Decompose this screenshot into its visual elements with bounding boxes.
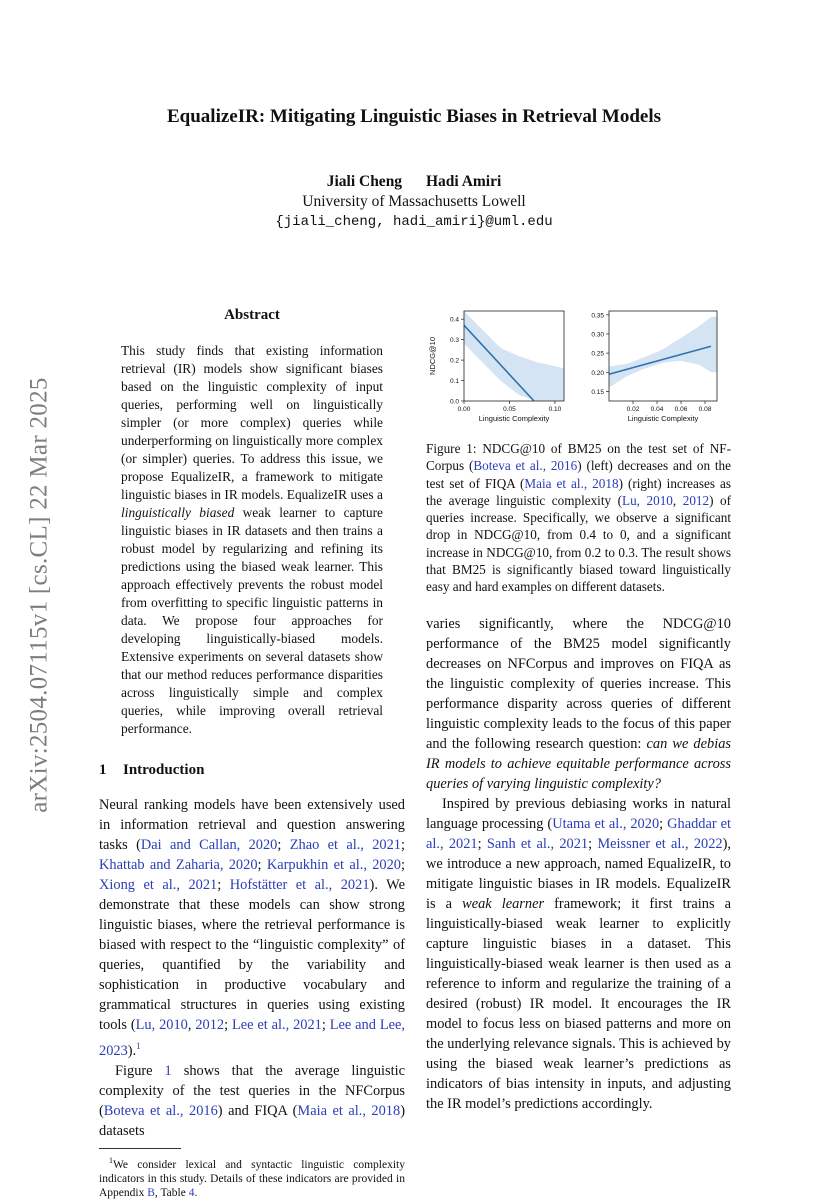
abstract-heading: Abstract xyxy=(224,307,280,323)
section-heading-introduction xyxy=(99,762,405,779)
citation-link[interactable]: Maia et al., 2018 xyxy=(524,475,619,491)
citation-link[interactable]: Xiong et al., 2021 xyxy=(99,877,218,893)
author-name: Jiali Cheng xyxy=(326,173,403,190)
author-affiliation: University of Massachusetts Lowell xyxy=(302,193,526,210)
citation-link[interactable]: Hofstätter et al., 2021 xyxy=(229,877,370,893)
intro-paragraph-1: Neural ranking models have been extensively used in information retrieval and question answering tasks (Dai and Callan, 2020; Zhao et al., 2021; Khattab and Zaharia, 2020; Karpukhin et al., 2020; Xiong et al., 2021; Hofstätter et al., 2021). We demonstrate that these models can show strong linguistic biases, where the retrieval performance is biased with respect to the “linguistic complexity” of queries, quantified by the variability and sophistication in productive vocabulary and grammatical structures in queries using existing tools (Lu, 2010, 2012; Lee et al., 2021; Lee and Lee, 2023).$^1$ xyxy=(99,797,406,1059)
section-title: Introduction xyxy=(123,762,205,778)
author-emails[interactable]: {jiali_cheng, hadi_amiri}@uml.edu xyxy=(275,214,553,230)
y-tick-label: 0.20 xyxy=(591,369,604,377)
confidence-band xyxy=(464,311,564,401)
figure-1-charts xyxy=(426,305,731,430)
y-tick-label: 0.4 xyxy=(449,316,459,324)
citation-link[interactable]: Khattab and Zaharia, 2020 xyxy=(99,857,258,873)
citation-link[interactable]: 2012 xyxy=(682,492,710,508)
x-tick-label: 0.10 xyxy=(548,406,562,413)
section-number: 1 xyxy=(99,762,107,778)
intro-paragraph-2: Figure 1 shows that the average linguistic complexity of the test queries in the NFCorpus (Boteva et al., 2016) and FIQA (Maia et al., 2018) datasets xyxy=(99,1062,406,1139)
footnote-1: $^1$We consider lexical and syntactic linguistic complexity indicators in this study. Details of these indicators are provided in Appendix B, Table 4. xyxy=(99,1155,405,1199)
confidence-band xyxy=(609,317,717,388)
author-block xyxy=(0,172,828,232)
footnote-marker-link[interactable]: 1 xyxy=(136,1041,141,1051)
y-tick-label: 0.1 xyxy=(449,378,459,386)
footnote-mark: 1 xyxy=(109,1155,113,1165)
citation-link[interactable]: Sanh et al., 2021 xyxy=(486,835,589,852)
y-tick-label: 0.25 xyxy=(591,350,604,358)
footnote-divider xyxy=(99,1148,181,1149)
x-tick-label: 0.02 xyxy=(626,406,640,413)
right-paragraph-2: Inspired by previous debiasing works in natural language processing (Utama et al., 2020; Ghaddar et al., 2021; Sanh et al., 2021; Meissner et al., 2022), we introduce a new approach, named EqualizeIR, to mitigate linguistic biases in IR models. EqualizeIR is a weak learner framework; it first trains a linguistically-biased weak learner to explicitly capture linguistic biases in a dataset. This linguistically-biased weak learner is then used as a reference to inform and regularize the training of a desired (robust) IR model. It encourages the IR model to focus less on biased patterns and more on the underlying relevance signals. This is achieved by using the biased weak learner’s predictions as indicators of bias intensity in inputs, and adjusting the IR model’s predictions accordingly. xyxy=(426,795,731,1112)
paper-title: EqualizeIR: Mitigating Linguistic Biases in Retrieval Models xyxy=(167,106,661,127)
y-tick-label: 0.30 xyxy=(591,331,604,339)
y-tick-label: 0.15 xyxy=(591,388,604,396)
citation-link[interactable]: Lee et al., 2021 xyxy=(231,1017,322,1033)
emphasis-text: weak learner xyxy=(462,895,545,912)
citation-link[interactable]: Boteva et al., 2016 xyxy=(103,1102,218,1119)
citation-link[interactable]: Meissner et al., 2022 xyxy=(597,835,723,852)
x-tick-label: 0.08 xyxy=(698,406,712,413)
author-name: Hadi Amiri xyxy=(425,173,502,190)
right-paragraph-1: varies significantly, where the NDCG@10 performance of the BM25 model significantly decreases on NFCorpus and improves on FIQA as the linguistic complexity of queries increase. This performance disparity across queries of different linguistic complexity leads to the focus of this paper and the following research question: can we debias IR models to achieve equitable performance across queries of varying linguistic complexity? xyxy=(426,615,732,792)
author-names xyxy=(0,172,828,192)
figure-1-caption: Figure 1: NDCG@10 of BM25 on the test set of NF-Corpus (Boteva et al., 2016) (left) decreases and on the test set of FIQA (Maia et al., 2018) (right) increases as the average linguistic complexity (Lu, 2010, 2012) of queries increase. Specifically, we observe a significant drop in NDCG@10, from 0.4 to 0, and a significant increase in NDCG@10, from 0.2 to 0.3. The result shows that BM25 is significantly biased toward linguistically easy and hard examples on different datasets. xyxy=(426,441,732,595)
right-column xyxy=(426,305,731,1114)
ndcg-nfcorpus-chart xyxy=(426,305,571,430)
x-axis-label: Linguistic Complexity xyxy=(478,414,550,423)
y-tick-label: 0.3 xyxy=(449,337,459,345)
appendix-reference-link[interactable]: B xyxy=(147,1186,155,1199)
arxiv-identifier-stamp xyxy=(20,360,60,830)
citation-link[interactable]: Ghaddar et al., 2021 xyxy=(426,815,731,852)
citation-link[interactable]: Karpukhin et al., 2020 xyxy=(266,857,401,873)
arxiv-identifier-text: arXiv:2504.07115v1 [cs.CL] 22 Mar 2025 xyxy=(26,377,54,813)
citation-link[interactable]: Lee and Lee, 2023 xyxy=(99,1017,405,1059)
x-tick-label: 0.06 xyxy=(674,406,688,413)
citation-link[interactable]: Lu, 2010 xyxy=(622,492,673,508)
figure-reference-link[interactable]: 1 xyxy=(164,1062,172,1079)
x-tick-label: 0.05 xyxy=(503,406,516,413)
ndcg-fiqa-chart xyxy=(579,305,724,430)
citation-link[interactable]: Lu, 2010 xyxy=(135,1017,188,1033)
citation-link[interactable]: Boteva et al., 2016 xyxy=(473,458,578,474)
y-tick-label: 0.35 xyxy=(591,312,604,320)
y-axis-label: NDCG@10 xyxy=(428,336,437,376)
y-tick-label: 0.2 xyxy=(449,357,459,365)
x-axis-label: Linguistic Complexity xyxy=(627,414,699,423)
citation-link[interactable]: Utama et al., 2020 xyxy=(552,815,660,832)
citation-link[interactable]: Zhao et al., 2021 xyxy=(289,837,402,853)
citation-link[interactable]: 2012 xyxy=(195,1017,225,1033)
abstract-text: This study finds that existing information retrieval (IR) models show significant biases based on the linguistic complexity of input queries, performing well on linguistically simpler (or more complex) queries while underperforming on linguistically more complex (or simpler) queries. To address this issue, we propose EqualizeIR, a framework to mitigate linguistic biases in IR models. EqualizeIR uses a linguistically biased weak learner to capture linguistic biases in IR datasets and then trains a robust model by regularizing and refining its predictions using the biased weak learner. This approach effectively prevents the robust model from overfitting to specific linguistic patterns in data. We propose four approaches for developing linguistically-biased models. Extensive experiments on several datasets show that our method reduces performance disparities across linguistically simple and complex queries, while improving overall retrieval performance. xyxy=(121,343,384,736)
y-tick-label: 0.0 xyxy=(449,398,459,406)
emphasis-text: linguistically biased xyxy=(121,505,235,520)
research-question: can we debias IR models to achieve equitable performance across queries of varying linguistic complexity? xyxy=(426,735,732,792)
citation-link[interactable]: Maia et al., 2018 xyxy=(297,1102,401,1119)
citation-link[interactable]: Dai and Callan, 2020 xyxy=(140,837,278,853)
left-column xyxy=(99,305,405,1200)
x-tick-label: 0.00 xyxy=(457,406,471,413)
table-reference-link[interactable]: 4 xyxy=(188,1186,195,1199)
x-tick-label: 0.04 xyxy=(650,406,664,413)
